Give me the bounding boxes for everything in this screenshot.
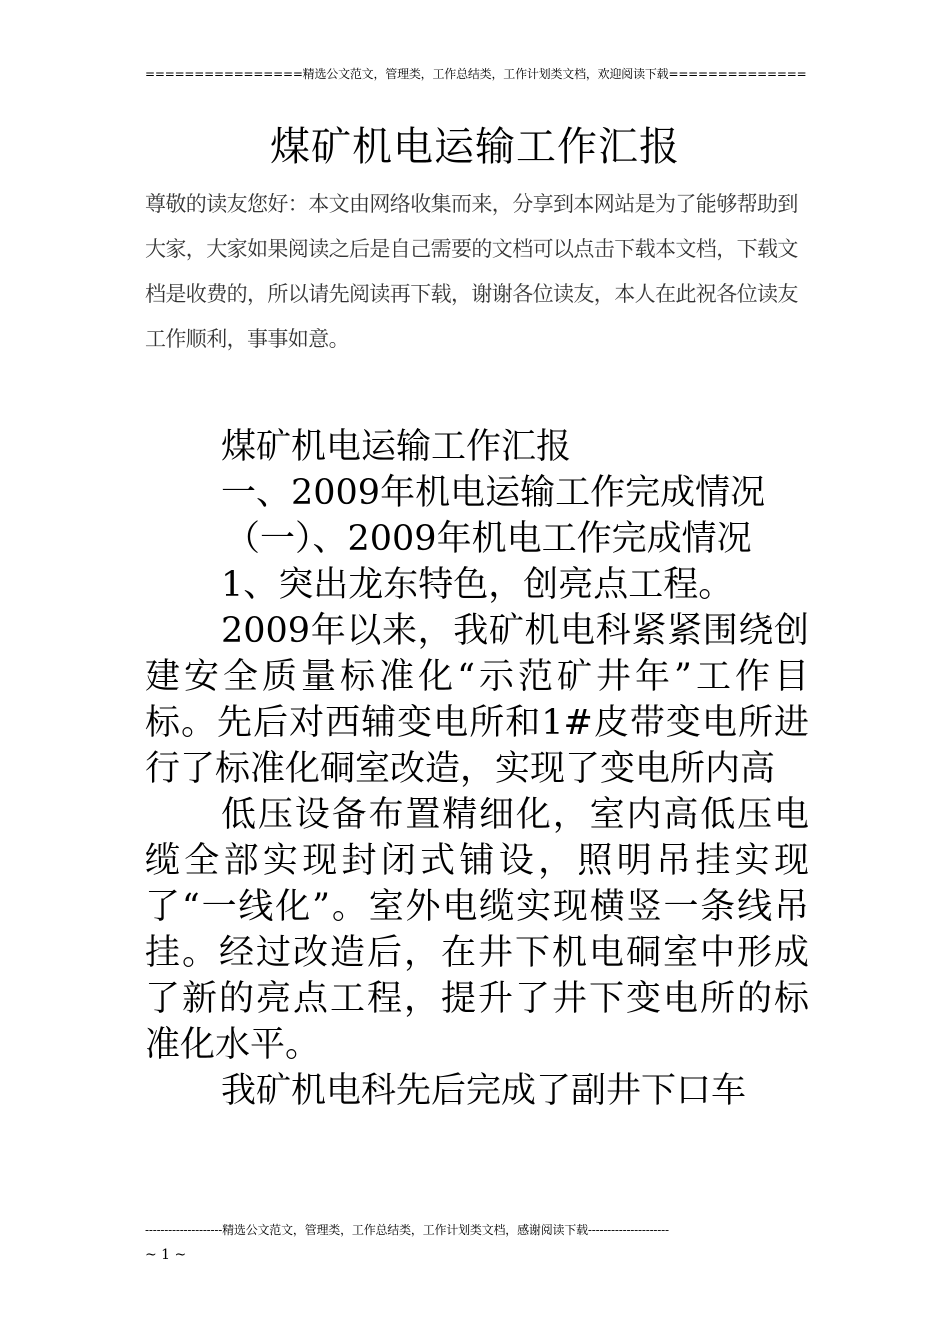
body-title: 煤矿机电运输工作汇报 xyxy=(221,427,572,467)
section-heading: 一、2009年机电运输工作完成情况 xyxy=(221,473,766,513)
body-paragraph: 我矿机电科先后完成了副井下口车 xyxy=(221,1071,747,1111)
page-number: ~ 1 ~ xyxy=(145,1247,187,1263)
reader-notice: 尊敬的读友您好：本文由网络收集而来，分享到本网站是为了能够帮助到大家，大家如果阅读之后是自己需要的文档可以点击下载本文档，下载文档是收费的，所以请先阅读再下载，谢谢各位读友，本人在此祝各位读友工作顺利，事事如意。 xyxy=(145,192,798,351)
body-paragraph: 2009年以来，我矿机电科紧紧围绕创建安全质量标准化“示范矿井年”工作目标。先后对西辅变电所和1#皮带变电所进行了标准化硐室改造，实现了变电所内高 xyxy=(145,611,809,789)
footer-banner: --------------------精选公文范文，管理类，工作总结类，工作计划类文档，感谢阅读下载--------------------- xyxy=(145,1223,669,1237)
subsection-heading: （一）、2009年机电工作完成情况 xyxy=(225,519,752,559)
list-item-heading: 1、突出龙东特色，创亮点工程。 xyxy=(221,565,734,605)
document-title: 煤矿机电运输工作汇报 xyxy=(270,124,680,170)
document-body xyxy=(145,424,809,1114)
body-paragraph: 低压设备布置精细化，室内高低压电缆全部实现封闭式铺设，照明吊挂实现了“一线化”。室外电缆实现横竖一条线吊挂。经过改造后，在井下机电硐室中形成了新的亮点工程，提升了井下变电所的标准化水平。 xyxy=(145,795,809,1065)
header-banner: ================精选公文范文，管理类，工作总结类，工作计划类文档，欢迎阅读下载============== xyxy=(145,67,807,81)
